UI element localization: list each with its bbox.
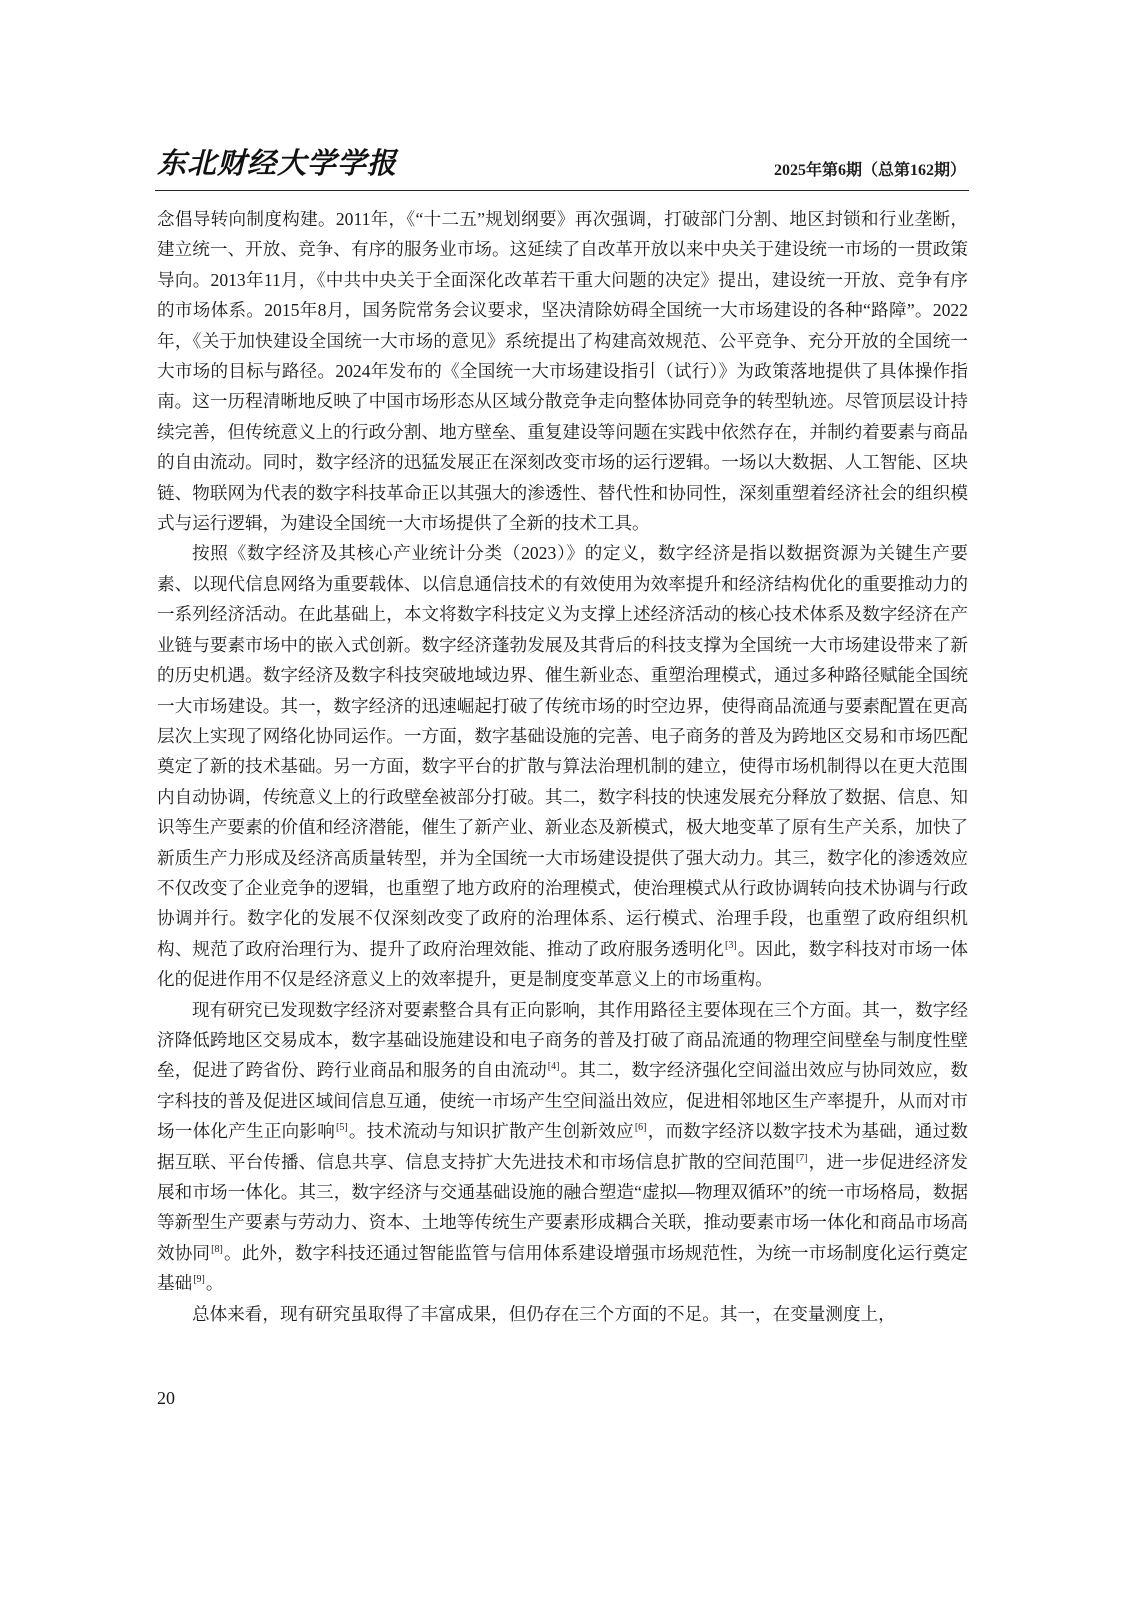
paragraph-text: 。其二，数字经济强化空间溢出效应与协同效应，数字科技的普及促进区域间信息互通，使统一市场产生空间溢出效应，促进相邻地区生产率提升，从而对市场一体化产生正向影响 (157, 1060, 968, 1142)
citation-reference: [6] (634, 1122, 647, 1134)
paragraph-text: 。此外，数字科技还通过智能监管与信用体系建设增强市场规范性，为统一市场制度化运行奠定基础 (157, 1242, 968, 1294)
citation-reference: [5] (336, 1122, 348, 1134)
paragraph-text: 。因此，数字科技对市场一体化的促进作用不仅是经济意义上的效率提升，更是制度变革意义上的市场重构。 (157, 938, 968, 990)
body-paragraph (157, 995, 968, 1299)
citation-reference: [9] (193, 1274, 205, 1286)
body-paragraph (157, 204, 968, 538)
header-rule (155, 190, 969, 191)
running-header (157, 148, 968, 186)
citation-reference: [4] (547, 1061, 560, 1073)
issue-info: 2025年第6期（总第162期） (773, 162, 966, 179)
journal-title-logo: 东北财经大学学报 (157, 146, 398, 180)
body-paragraph (157, 1299, 968, 1329)
citation-reference: [3] (724, 939, 737, 951)
paragraph-text: 。 (205, 1273, 224, 1294)
paragraph-text: ，而数字经济以数字技术为基础，通过数据互联、平台传播、信息共享、信息支持扩大先进技术和市场信息扩散的空间范围 (157, 1121, 968, 1172)
page-number: 20 (157, 1388, 175, 1408)
body-text (157, 204, 968, 1329)
citation-reference: [7] (795, 1152, 808, 1164)
body-paragraph (157, 538, 968, 994)
paragraph-text: 现有研究已发现数字经济对要素整合具有正向影响，其作用路径主要体现在三个方面。其一，数字经济降低跨地区交易成本，数字基础设施建设和电子商务的普及打破了商品流通的物理空间壁垒与制度性壁垒，促进了跨省份、跨行业商品和服务的自由流动 (157, 999, 968, 1081)
paragraph-text: 念倡导转向制度构建。2011年，《“十二五”规划纲要》再次强调，打破部门分割、地区封锁和行业垄断，建立统一、开放、竞争、有序的服务业市场。这延续了自改革开放以来中央关于建设统一市场的一贯政策导向。2013年11月，《中共中央关于全面深化改革若干重大问题的决定》提出，建设统一开放、竞争有序的市场体系。2015年8月，国务院常务会议要求，坚决清除妨碍全国统一大市场建设的各种“路障”。2022年，《关于加快建设全国统一大市场的意见》系统提出了构建高效规范、公平竞争、充分开放的全国统一大市场的目标与路径。2024年发布的《全国统一大市场建设指引（试行）》为政策落地提供了具体操作指南。这一历程清晰地反映了中国市场形态从区域分散竞争走向整体协同竞争的转型轨迹。尽管顶层设计持续完善，但传统意义上的行政分割、地方壁垒、重复建设等问题在实践中依然存在，并制约着要素与商品的自由流动。同时，数字经济的迅猛发展正在深刻改变市场的运行逻辑。一场以大数据、人工智能、区块链、物联网为代表的数字科技革命正以其强大的渗透性、替代性和协同性，深刻重塑着经济社会的组织模式与运行逻辑，为建设全国统一大市场提供了全新的技术工具。 (157, 209, 968, 534)
paragraph-text: ，进一步促进经济发展和市场一体化。其三，数字经济与交通基础设施的融合塑造“虚拟—物理双循环”的统一市场格局，数据等新型生产要素与劳动力、资本、土地等传统生产要素形成耦合关联，推动要素市场一体化和商品市场高效协同 (157, 1151, 968, 1263)
paragraph-text: 。技术流动与知识扩散产生创新效应 (348, 1121, 634, 1142)
citation-reference: [8] (211, 1243, 223, 1255)
paragraph-text: 按照《数字经济及其核心产业统计分类（2023）》的定义，数字经济是指以数据资源为关键生产要素、以现代信息网络为重要载体、以信息通信技术的有效使用为效率提升和经济结构优化的重要推动力的一系列经济活动。在此基础上，本文将数字科技定义为支撑上述经济活动的核心技术体系及数字经济在产业链与要素市场中的嵌入式创新。数字经济蓬勃发展及其背后的科技支撑为全国统一大市场建设带来了新的历史机遇。数字经济及数字科技突破地域边界、催生新业态、重塑治理模式，通过多种路径赋能全国统一大市场建设。其一，数字经济的迅速崛起打破了传统市场的时空边界，使得商品流通与要素配置在更高层次上实现了网络化协同运作。一方面，数字基础设施的完善、电子商务的普及为跨地区交易和市场匹配奠定了新的技术基础。另一方面，数字平台的扩散与算法治理机制的建立，使得市场机制得以在更大范围内自动协调，传统意义上的行政壁垒被部分打破。其二，数字科技的快速发展充分释放了数据、信息、知识等生产要素的价值和经济潜能，催生了新产业、新业态及新模式，极大地变革了原有生产关系，加快了新质生产力形成及经济高质量转型，并为全国统一大市场建设提供了强大动力。其三，数字化的渗透效应不仅改变了企业竞争的逻辑，也重塑了地方政府的治理模式，使治理模式从行政协调转向技术协调与行政协调并行。数字化的发展不仅深刻改变了政府的治理体系、运行模式、治理手段，也重塑了政府组织机构、规范了政府治理行为、提升了政府治理效能、推动了政府服务透明化 (157, 543, 968, 959)
paragraph-text: 总体来看，现有研究虽取得了丰富成果，但仍存在三个方面的不足。其一，在变量测度上， (192, 1303, 896, 1324)
